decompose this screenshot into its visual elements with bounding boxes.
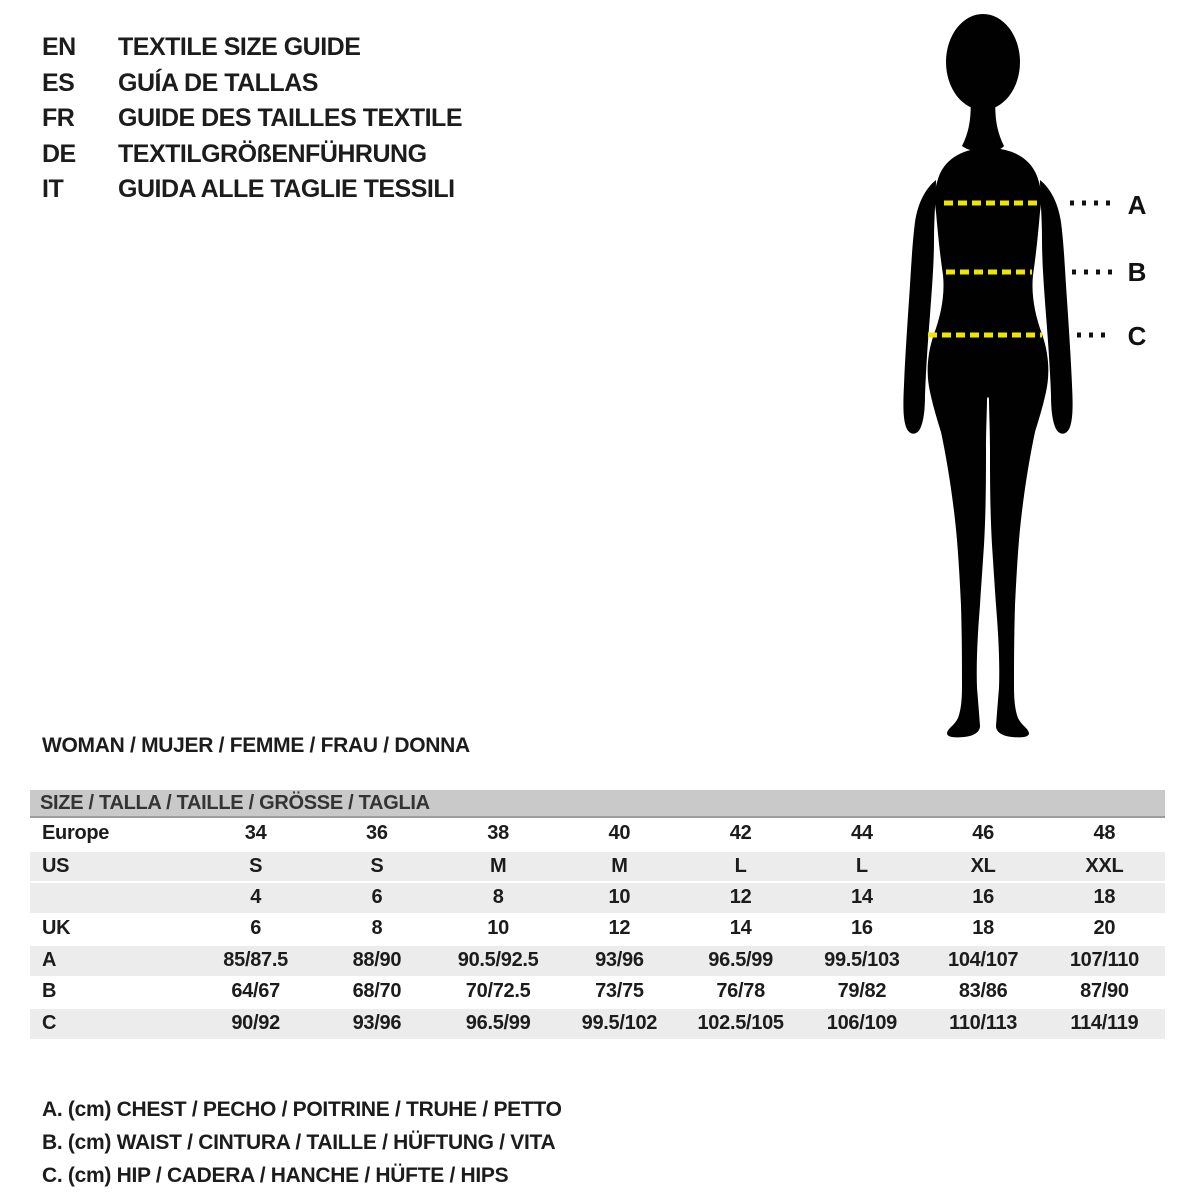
row-label: UK [42, 916, 71, 939]
measure-footnote: B. (cm) WAIST / CINTURA / TAILLE / HÜFTUNG / VITA [42, 1131, 556, 1154]
guide-title: TEXTILE SIZE GUIDE [118, 33, 361, 61]
size-cell: 38 [487, 822, 509, 845]
size-cell: 96.5/99 [708, 949, 773, 972]
language-row [42, 101, 462, 137]
size-cell: XL [970, 854, 996, 877]
size-cell: 44 [851, 822, 873, 845]
size-cell: 64/67 [231, 979, 280, 1002]
size-cell: XXL [1085, 854, 1124, 877]
guide-title: GUIDA ALLE TAGLIE TESSILI [118, 175, 455, 204]
size-cell: 16 [851, 916, 873, 939]
size-cell: L [855, 854, 868, 877]
row-label: B [42, 979, 57, 1002]
size-cell: 90.5/92.5 [457, 949, 539, 972]
language-code: DE [42, 139, 76, 168]
size-cell: 85/87.5 [223, 949, 288, 972]
size-cell: 36 [366, 822, 388, 845]
measure-footnotes [42, 1093, 562, 1192]
guide-title: TEXTILGRÖßENFÜHRUNG [118, 139, 427, 168]
size-cell: M [611, 854, 628, 877]
size-cell: 87/90 [1080, 979, 1129, 1002]
language-row [42, 137, 462, 173]
language-row [42, 66, 462, 102]
language-row [42, 30, 462, 66]
hip-label: C [1127, 321, 1147, 351]
table-row [30, 944, 1165, 976]
size-cell: 18 [972, 916, 994, 939]
size-cell: 102.5/105 [697, 1012, 784, 1035]
size-cell: 12 [608, 916, 631, 939]
woman-silhouette [880, 0, 1200, 750]
size-cell: 10 [608, 886, 631, 909]
language-code: FR [42, 104, 75, 133]
size-cell: 93/96 [595, 949, 644, 972]
language-title-block [42, 30, 462, 208]
table-row [30, 976, 1165, 1008]
table-row [30, 913, 1165, 945]
size-cell: 88/90 [352, 949, 402, 972]
row-label: A [42, 949, 57, 972]
size-cell: 99.5/103 [824, 949, 900, 972]
row-label: US [42, 854, 70, 877]
table-row [30, 818, 1165, 850]
guide-title: GUÍA DE TALLAS [118, 68, 318, 97]
table-row [30, 1007, 1165, 1039]
language-code: ES [42, 68, 75, 97]
size-cell: 104/107 [948, 949, 1019, 972]
size-cell: 6 [371, 886, 383, 909]
size-cell: 14 [729, 916, 752, 939]
size-table-header: SIZE / TALLA / TAILLE / GRÖSSE / TAGLIA [30, 790, 1165, 818]
row-label: C [42, 1012, 57, 1035]
size-cell: 18 [1093, 886, 1116, 909]
size-cell: 83/86 [958, 979, 1008, 1002]
row-label: Europe [42, 822, 110, 845]
size-cell: 96.5/99 [465, 1012, 531, 1035]
measure-footnote: A. (cm) CHEST / PECHO / POITRINE / TRUHE / PETTO [42, 1098, 562, 1121]
size-cell: 90/92 [231, 1012, 280, 1035]
measure-footnote: C. (cm) HIP / CADERA / HANCHE / HÜFTE / HIPS [42, 1164, 509, 1187]
language-row [42, 172, 462, 208]
waist-label: B [1127, 257, 1147, 287]
size-cell: 68/70 [352, 979, 402, 1002]
size-cell: 16 [972, 886, 994, 909]
size-cell: 110/113 [949, 1012, 1018, 1035]
language-code: IT [42, 175, 64, 204]
size-cell: 8 [371, 916, 383, 939]
language-code: EN [42, 33, 76, 61]
size-cell: 20 [1093, 916, 1116, 939]
size-cell: 6 [250, 916, 262, 939]
size-cell: 93/96 [352, 1012, 402, 1035]
size-cell: 70/72.5 [465, 979, 531, 1002]
table-row [30, 881, 1165, 913]
measurement-figure [880, 0, 1200, 750]
size-table-rows [30, 818, 1165, 1039]
size-cell: 107/110 [1069, 949, 1139, 972]
table-row [30, 850, 1165, 882]
size-cell: S [249, 854, 263, 877]
guide-title: GUIDE DES TAILLES TEXTILE [118, 104, 463, 133]
size-cell: 34 [244, 822, 267, 845]
size-cell: 14 [851, 886, 873, 909]
size-cell: 46 [972, 822, 994, 845]
size-cell: M [489, 854, 507, 877]
size-cell: 79/82 [837, 979, 887, 1002]
size-cell: 8 [492, 886, 504, 909]
size-cell: 114/119 [1070, 1012, 1139, 1035]
size-cell: 76/78 [716, 979, 765, 1002]
size-cell: 99.5/102 [581, 1012, 658, 1035]
size-cell: 10 [487, 916, 509, 939]
size-cell: 73/75 [595, 979, 644, 1002]
size-cell: 42 [729, 822, 752, 845]
silhouette-body [928, 148, 1049, 737]
size-cell: 40 [608, 822, 631, 845]
size-cell: 4 [250, 886, 262, 909]
size-cell: S [370, 854, 384, 877]
size-cell: 48 [1093, 822, 1116, 845]
size-cell: 12 [729, 886, 752, 909]
section-title: WOMAN / MUJER / FEMME / FRAU / DONNA [42, 734, 470, 757]
chest-label: A [1127, 190, 1147, 220]
size-table [30, 790, 1165, 1039]
size-cell: 106/109 [826, 1012, 897, 1035]
size-cell: L [734, 854, 747, 877]
